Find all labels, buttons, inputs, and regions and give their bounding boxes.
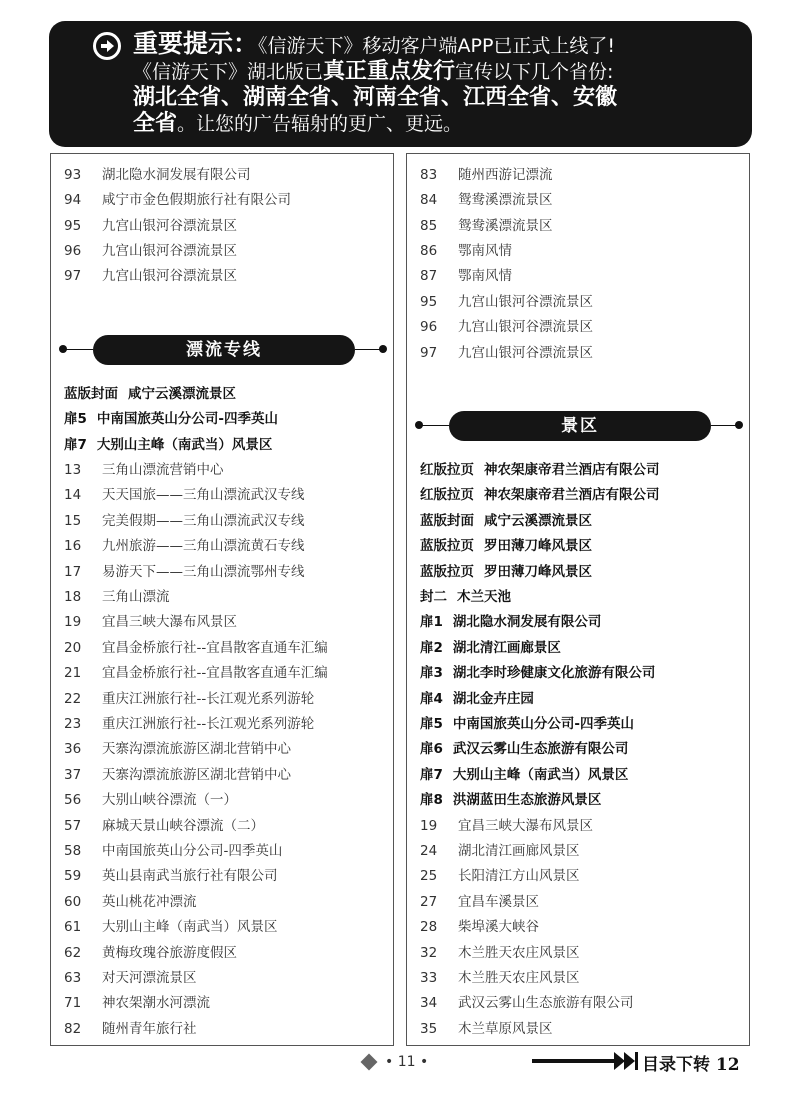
list-item: 蓝版拉页 罗田薄刀峰风景区: [420, 538, 592, 554]
list-item: 62 黄梅玫瑰谷旅游度假区: [64, 945, 237, 961]
list-item: 扉5 中南国旅英山分公司-四季英山: [420, 716, 635, 732]
diamond-icon: [361, 1054, 378, 1071]
notice-banner: [49, 21, 752, 147]
banner-line-3: [85, 85, 734, 111]
list-item: 14 天天国旅——三角山漂流武汉专线: [64, 487, 305, 503]
banner-line-2: [85, 59, 734, 85]
banner-text: 宣传以下几个省份:: [455, 61, 614, 83]
list-item: 96 九宫山银河谷漂流景区: [64, 243, 237, 259]
list-item: 71 神农架潮水河漂流: [64, 995, 210, 1011]
list-item: 红版拉页 神农架康帝君兰酒店有限公司: [420, 487, 660, 503]
banner-emphasis: 真正重点发行: [323, 59, 456, 84]
list-item: 97 九宫山银河谷漂流景区: [420, 345, 593, 361]
list-item: 扉1 湖北隐水洞发展有限公司: [420, 614, 602, 630]
list-item: 27 宜昌车溪景区: [420, 894, 539, 910]
list-item: 25 长阳清江方山风景区: [420, 868, 580, 884]
banner-provinces: 湖北全省、湖南全省、河南全省、江西全省、安徽: [133, 85, 618, 110]
right-index-panel: [406, 153, 750, 1046]
list-item: 37 天寨沟漂流旅游区湖北营销中心: [64, 767, 291, 783]
banner-text: 。让您的广告辐射的更广、更远。: [177, 113, 463, 135]
list-item: 扉8 洪湖蓝田生态旅游风景区: [420, 792, 602, 808]
list-item: 84 鸳鸯溪漂流景区: [420, 192, 553, 208]
list-item: 93 湖北隐水洞发展有限公司: [64, 167, 251, 183]
section-title: 景区: [449, 411, 711, 441]
list-item: 22 重庆江洲旅行社--长江观光系列游轮: [64, 691, 315, 707]
list-item: 33 木兰胜天农庄风景区: [420, 970, 580, 986]
list-item: 82 随州青年旅行社: [64, 1021, 197, 1037]
bullet-dot: [735, 421, 743, 429]
list-item: 61 大别山主峰（南武当）风景区: [64, 919, 278, 935]
banner-text: 《信游天下》湖北版已: [133, 61, 324, 83]
banner-emphasis: 全省: [133, 111, 178, 136]
list-item: 97 九宫山银河谷漂流景区: [64, 268, 237, 284]
list-item: 60 英山桃花冲漂流: [64, 894, 197, 910]
list-item: 57 麻城天景山峡谷漂流（二）: [64, 818, 264, 834]
list-item: 56 大别山峡谷漂流（一）: [64, 792, 237, 808]
bullet-dot: [379, 345, 387, 353]
list-item: 85 鸳鸯溪漂流景区: [420, 218, 553, 234]
continue-link[interactable]: [532, 1050, 752, 1075]
list-item: 蓝版拉页 罗田薄刀峰风景区: [420, 564, 592, 580]
section-header-scenic: [415, 411, 743, 441]
page-number: [363, 1054, 428, 1070]
list-item: 扉2 湖北清江画廊景区: [420, 640, 561, 656]
list-item: 21 宜昌金桥旅行社--宜昌散客直通车汇编: [64, 665, 328, 681]
banner-highlight: 重要提示：: [133, 29, 259, 58]
list-item: 34 武汉云雾山生态旅游有限公司: [420, 995, 634, 1011]
list-item: 18 三角山漂流: [64, 589, 170, 605]
list-item: 16 九州旅游——三角山漂流黄石专线: [64, 538, 305, 554]
list-item: 36 天寨沟漂流旅游区湖北营销中心: [64, 741, 291, 757]
list-item: 扉4 湖北金卉庄园: [420, 691, 534, 707]
list-item: 94 咸宁市金色假期旅行社有限公司: [64, 192, 291, 208]
divider: [419, 425, 449, 426]
list-item: 32 木兰胜天农庄风景区: [420, 945, 580, 961]
list-item: 蓝版封面 咸宁云溪漂流景区: [64, 386, 236, 402]
continue-label[interactable]: 目录下转 12: [642, 1055, 740, 1075]
list-item: 23 重庆江洲旅行社--长江观光系列游轮: [64, 716, 315, 732]
section-title: 漂流专线: [93, 335, 355, 365]
left-index-panel: [50, 153, 394, 1046]
list-item: 87 鄂南风情: [420, 268, 512, 284]
banner-line-1: [85, 31, 734, 59]
list-item: 95 九宫山银河谷漂流景区: [420, 294, 593, 310]
list-item: 28 柴埠溪大峡谷: [420, 919, 539, 935]
banner-text: 《信游天下》移动客户端APP已正式上线了!: [258, 35, 616, 57]
list-item: 扉7 大别山主峰（南武当）风景区: [420, 767, 629, 783]
list-item: 58 中南国旅英山分公司-四季英山: [64, 843, 283, 859]
list-item: 封二 木兰天池: [420, 589, 511, 605]
divider: [63, 349, 93, 350]
list-item: 红版拉页 神农架康帝君兰酒店有限公司: [420, 462, 660, 478]
list-item: 扉3 湖北李时珍健康文化旅游有限公司: [420, 665, 656, 681]
list-item: 19 宜昌三峡大瀑布风景区: [420, 818, 593, 834]
list-item: 扉7 大别山主峰（南武当）风景区: [64, 437, 273, 453]
list-item: 蓝版封面 咸宁云溪漂流景区: [420, 513, 592, 529]
list-item: 24 湖北清江画廊风景区: [420, 843, 580, 859]
arrow-right-icon: [93, 32, 121, 60]
list-item: 63 对天河漂流景区: [64, 970, 197, 986]
list-item: 扉6 武汉云雾山生态旅游有限公司: [420, 741, 629, 757]
list-item: 95 九宫山银河谷漂流景区: [64, 218, 237, 234]
list-item: 83 随州西游记漂流: [420, 167, 553, 183]
section-header-rafting: [59, 335, 387, 365]
list-item: 扉5 中南国旅英山分公司-四季英山: [64, 411, 279, 427]
list-item: 20 宜昌金桥旅行社--宜昌散客直通车汇编: [64, 640, 328, 656]
fast-forward-icon: [614, 1050, 640, 1072]
list-item: 17 易游天下——三角山漂流鄂州专线: [64, 564, 305, 580]
list-item: 96 九宫山银河谷漂流景区: [420, 319, 593, 335]
page-number-text: • 11 •: [385, 1054, 429, 1070]
list-item: 15 完美假期——三角山漂流武汉专线: [64, 513, 305, 529]
arrow-line: [532, 1059, 618, 1063]
banner-line-4: [85, 111, 734, 137]
list-item: 19 宜昌三峡大瀑布风景区: [64, 614, 237, 630]
list-item: 35 木兰草原风景区: [420, 1021, 553, 1037]
list-item: 86 鄂南风情: [420, 243, 512, 259]
list-item: 59 英山县南武当旅行社有限公司: [64, 868, 278, 884]
list-item: 13 三角山漂流营销中心: [64, 462, 224, 478]
